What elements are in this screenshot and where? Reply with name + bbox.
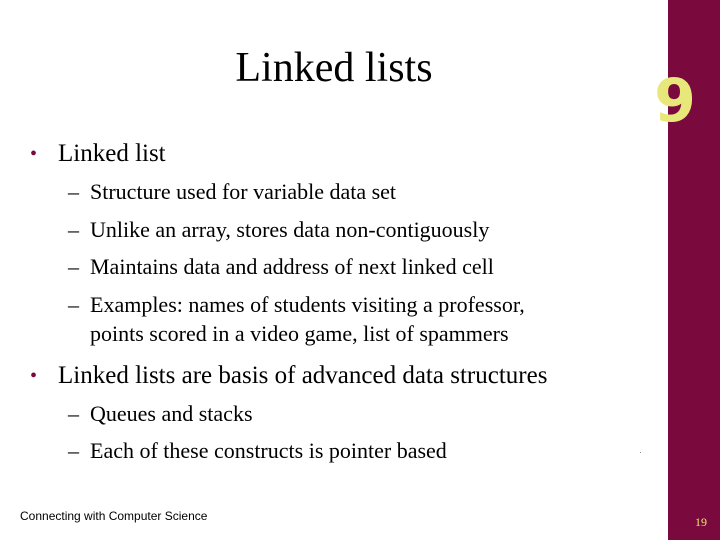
- footer-text: Connecting with Computer Science: [20, 509, 208, 523]
- chapter-number: 9: [654, 66, 696, 136]
- sub-bullet-dash: –: [68, 401, 79, 426]
- bullet-text: Linked lists are basis of advanced data structures: [58, 362, 548, 389]
- sub-bullet-dash: –: [68, 179, 79, 204]
- bullet-text: Linked list: [58, 140, 166, 167]
- bullet-dot: •: [30, 143, 38, 165]
- bullet-dot: •: [30, 365, 38, 387]
- slide-title: Linked lists: [235, 45, 433, 91]
- sub-bullet-dash: –: [68, 254, 79, 279]
- sub-bullet-dash: –: [68, 292, 79, 317]
- sub-bullet-dash: –: [68, 217, 79, 242]
- sub-bullet-text: Queues and stacks: [90, 401, 253, 426]
- sub-bullet-text: Examples: names of students visiting a professor,: [90, 292, 525, 317]
- sub-bullet-text: Maintains data and address of next linked cell: [90, 254, 494, 279]
- sub-bullet-text: Each of these constructs is pointer based: [90, 438, 447, 463]
- sub-bullet-text-continued: points scored in a video game, list of spammers: [90, 321, 509, 346]
- sub-bullet-text: Unlike an array, stores data non-contiguously: [90, 217, 490, 242]
- sub-bullet-text: Structure used for variable data set: [90, 179, 397, 204]
- speck: [640, 452, 641, 453]
- page-number: 19: [695, 515, 707, 529]
- sub-bullet-dash: –: [68, 438, 79, 463]
